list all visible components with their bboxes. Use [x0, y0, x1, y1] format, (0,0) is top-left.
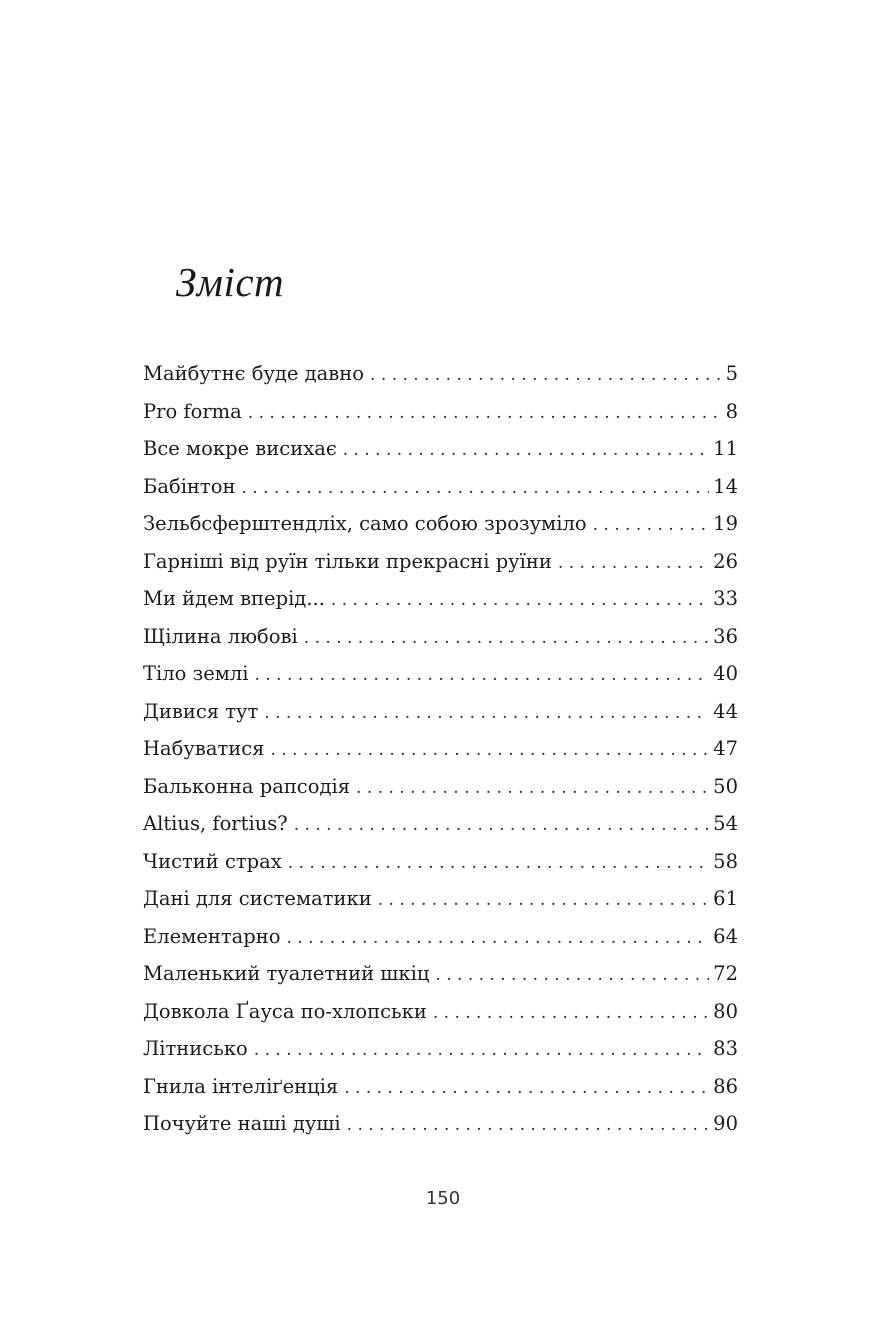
toc-entry[interactable] [143, 693, 738, 731]
toc-entry[interactable] [143, 843, 738, 881]
toc-entry-page: 33 [709, 580, 738, 618]
toc-entry[interactable] [143, 1068, 738, 1106]
dot-leader [254, 1032, 709, 1068]
dot-leader [255, 657, 710, 693]
toc-entry-title: Бальконна рапсодія [143, 768, 356, 806]
dot-leader [356, 770, 709, 806]
toc-entry-page: 14 [709, 468, 738, 506]
dot-leader [344, 1070, 709, 1106]
toc-entry[interactable] [143, 543, 738, 581]
toc-entry-title: Гнила інтеліґенція [143, 1068, 344, 1106]
toc-entry-page: 86 [709, 1068, 738, 1106]
dot-leader [593, 507, 710, 543]
toc-entry-page: 47 [709, 730, 738, 768]
dot-leader [343, 432, 709, 468]
toc-entry-page: 26 [709, 543, 738, 581]
toc-entry[interactable] [143, 918, 738, 956]
toc-entry[interactable] [143, 430, 738, 468]
toc-entry[interactable] [143, 505, 738, 543]
toc-entry-title: Зельбсферштендліх, само собою зрозуміло [143, 505, 593, 543]
dot-leader [370, 357, 722, 393]
toc-entry-title: Дивися тут [143, 693, 264, 731]
toc-entry-title: Altius, fortius? [143, 805, 294, 843]
dot-leader [264, 695, 709, 731]
toc-entry-title: Літнисько [143, 1030, 254, 1068]
dot-leader [558, 545, 709, 581]
toc-entry-title: Набуватися [143, 730, 270, 768]
toc-entry-page: 64 [709, 918, 738, 956]
toc-entry[interactable] [143, 655, 738, 693]
toc-entry-title: Гарніші від руїн тільки прекрасні руїни [143, 543, 558, 581]
toc-entry-title: Pro forma [143, 393, 248, 431]
dot-leader [288, 845, 709, 881]
toc-entry-title: Все мокре висихає [143, 430, 343, 468]
toc-entry[interactable] [143, 880, 738, 918]
dot-leader [331, 582, 709, 618]
toc-entry-title: Чистий страх [143, 843, 288, 881]
page-title: Зміст [176, 259, 285, 305]
dot-leader [294, 807, 709, 843]
dot-leader [378, 882, 709, 918]
toc-entry-page: 44 [709, 693, 738, 731]
toc-entry[interactable] [143, 1030, 738, 1068]
toc-entry-page: 50 [709, 768, 738, 806]
toc-entry[interactable] [143, 393, 738, 431]
toc-entry-page: 90 [709, 1105, 738, 1143]
dot-leader [241, 470, 709, 506]
toc-entry[interactable] [143, 618, 738, 656]
toc-entry-page: 8 [722, 393, 738, 431]
toc-entry-page: 54 [709, 805, 738, 843]
page-number: 150 [425, 1188, 461, 1209]
toc-entry[interactable] [143, 805, 738, 843]
dot-leader [270, 732, 709, 768]
dot-leader [287, 920, 710, 956]
toc-entry-title: Бабінтон [143, 468, 241, 506]
table-of-contents [143, 355, 738, 1143]
toc-entry-page: 80 [709, 993, 738, 1031]
toc-entry[interactable] [143, 1105, 738, 1143]
toc-entry-title: Тіло землі [143, 655, 255, 693]
toc-entry[interactable] [143, 355, 738, 393]
dot-leader [304, 620, 709, 656]
toc-entry-page: 11 [709, 430, 738, 468]
toc-entry[interactable] [143, 580, 738, 618]
dot-leader [248, 395, 722, 431]
toc-entry-title: Щілина любові [143, 618, 304, 656]
toc-entry-page: 5 [722, 355, 738, 393]
toc-entry-title: Довкола Ґауса по-хлопськи [143, 993, 433, 1031]
dot-leader [433, 995, 709, 1031]
toc-entry[interactable] [143, 955, 738, 993]
toc-entry-title: Дані для систематики [143, 880, 378, 918]
toc-entry-page: 83 [709, 1030, 738, 1068]
toc-entry-page: 40 [709, 655, 738, 693]
toc-entry-title: Майбутнє буде давно [143, 355, 370, 393]
dot-leader [435, 957, 709, 993]
toc-entry-page: 61 [709, 880, 738, 918]
toc-entry-title: Почуйте наші душі [143, 1105, 347, 1143]
toc-entry[interactable] [143, 768, 738, 806]
toc-entry-title: Маленький туалетний шкіц [143, 955, 435, 993]
toc-entry-page: 19 [709, 505, 738, 543]
toc-entry-page: 58 [709, 843, 738, 881]
dot-leader [347, 1107, 710, 1143]
toc-entry-title: Ми йдем вперід... [143, 580, 331, 618]
toc-entry[interactable] [143, 730, 738, 768]
toc-entry-page: 36 [709, 618, 738, 656]
toc-entry-page: 72 [709, 955, 738, 993]
toc-entry-title: Елементарно [143, 918, 287, 956]
toc-entry[interactable] [143, 468, 738, 506]
toc-entry[interactable] [143, 993, 738, 1031]
